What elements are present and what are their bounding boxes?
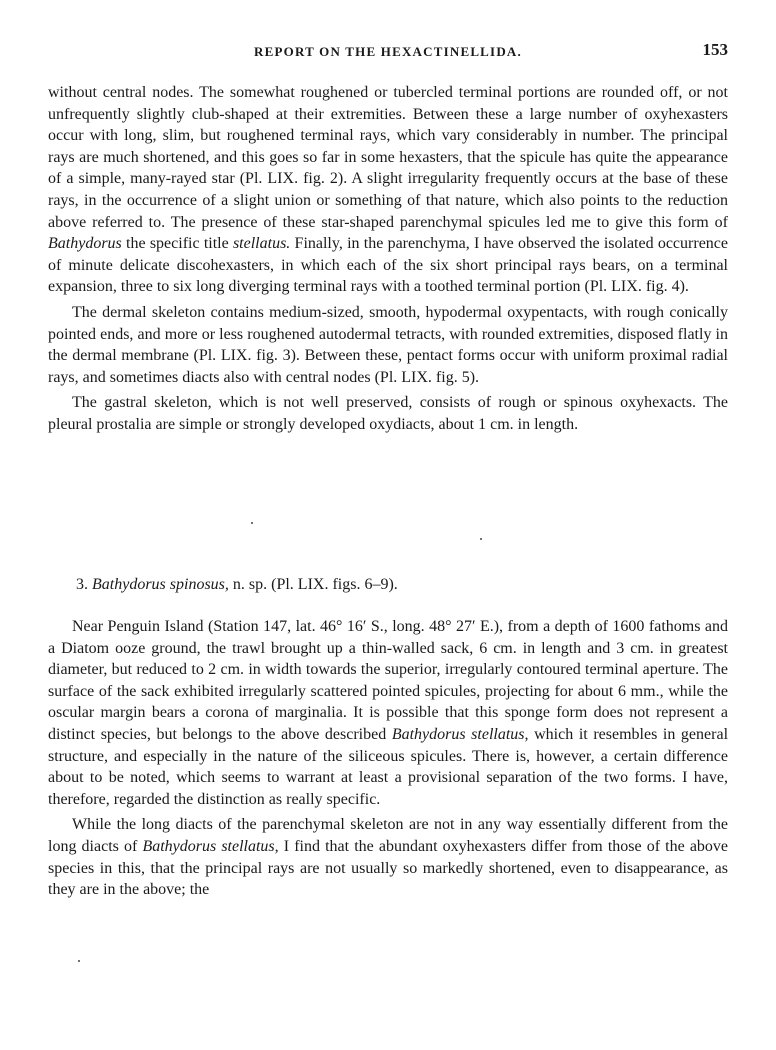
text-run: which it resembles in general structure, and especially in the nature of the siliceous spicules. There is, however, a certain difference about to be noted, which seems to warrant at least a provisional separation of the two forms. I have, therefore, regarded the distinction as really specific.	[48, 725, 729, 808]
text-run: While the long diacts of the parenchymal skeleton are not in any way essentially different from the long diacts of	[48, 816, 728, 855]
section-number: 3.	[76, 576, 88, 593]
paragraph-parenchymal-spicules	[48, 82, 728, 298]
paragraph-station-description	[48, 616, 728, 810]
text-run: without central nodes. The somewhat roughened or tubercled terminal portions are rounded off, or not unfrequently slightly club-shaped at their extremities. Between these a large number of oxyhexasters occur with long, slim, but roughened terminal rays, which vary considerably in number. The principal rays are much shortened, and this goes so far in some hexasters, that the spicule has quite the appearance of a simple, many-rayed star (Pl. LIX. fig. 2). A slight irregularity frequently occurs at the base of these rays, in the occurrence of a slight union or something of that nature, which also points to the reduction above referred to. The presence of these star-shaped parenchymal spicules led me to give this form of	[48, 84, 728, 231]
text-run: Near Penguin Island (Station 147, lat. 46° 16′ S., long. 48° 27′ E.), from a depth of 1600 fathoms and a Diatom ooze ground, the trawl brought up a thin-walled sack, 6 cm. in length and 3 cm. in greatest diameter, but reduced to 2 cm. in width towards the superior, irregularly contoured terminal aperture. The surface of the sack exhibited irregularly scattered pointed spicules, projecting for about 6 mm., while the oscular margin bears a corona of marginalia. It is possible that this sponge form does not represent a distinct species, but belongs to the above described	[48, 618, 728, 743]
text-run: Finally, in the parenchyma, I have observed the isolated occurrence of minute delicate discohexasters, in which each of the six short principal rays bears, on a terminal expansion, three to six long diverging terminal rays with a toothed terminal portion (Pl. LIX. fig. 4).	[48, 235, 728, 296]
italic-genus: Bathydorus	[48, 235, 122, 253]
paragraph-gastral-skeleton: The gastral skeleton, which is not well preserved, consists of rough or spinous oxyhexacts. The pleural prostalia are simple or strongly developed oxydiacts, about 1 cm. in length.	[48, 394, 728, 433]
paragraph-diacts-comparison	[48, 814, 728, 900]
italic-species: Bathydorus stellatus,	[391, 725, 529, 743]
text-block-upper	[48, 82, 728, 436]
italic-species: stellatus.	[232, 235, 291, 253]
text-block-lower	[48, 616, 728, 901]
print-speck	[78, 960, 80, 962]
section-heading	[76, 576, 398, 594]
italic-species: Bathydorus stellatus,	[142, 837, 279, 855]
page-number: 153	[702, 40, 728, 59]
text-run: the specific title	[121, 235, 233, 253]
section-heading-rest: n. sp. (Pl. LIX. figs. 6–9).	[228, 576, 398, 593]
text-run: I find that the abundant oxyhexasters differ from those of the above species in this, that the principal rays are not usually so markedly shortened, even to disappearance, as they are in the above; the	[48, 837, 729, 899]
section-species-name: Bathydorus spinosus,	[92, 576, 229, 593]
running-head	[48, 40, 728, 64]
running-title: REPORT ON THE HEXACTINELLIDA.	[254, 44, 522, 59]
paragraph-dermal-skeleton: The dermal skeleton contains medium-sized, smooth, hypodermal oxypentacts, with rough conically pointed ends, and more or less roughened autodermal tetracts, with rounded extremities, disposed flatly in the dermal membrane (Pl. LIX. fig. 3). Between these, pentact forms occur with uniform proximal radial rays, and sometimes diacts also with central nodes (Pl. LIX. fig. 5).	[48, 303, 728, 386]
print-speck	[251, 522, 253, 524]
print-speck	[480, 538, 482, 540]
